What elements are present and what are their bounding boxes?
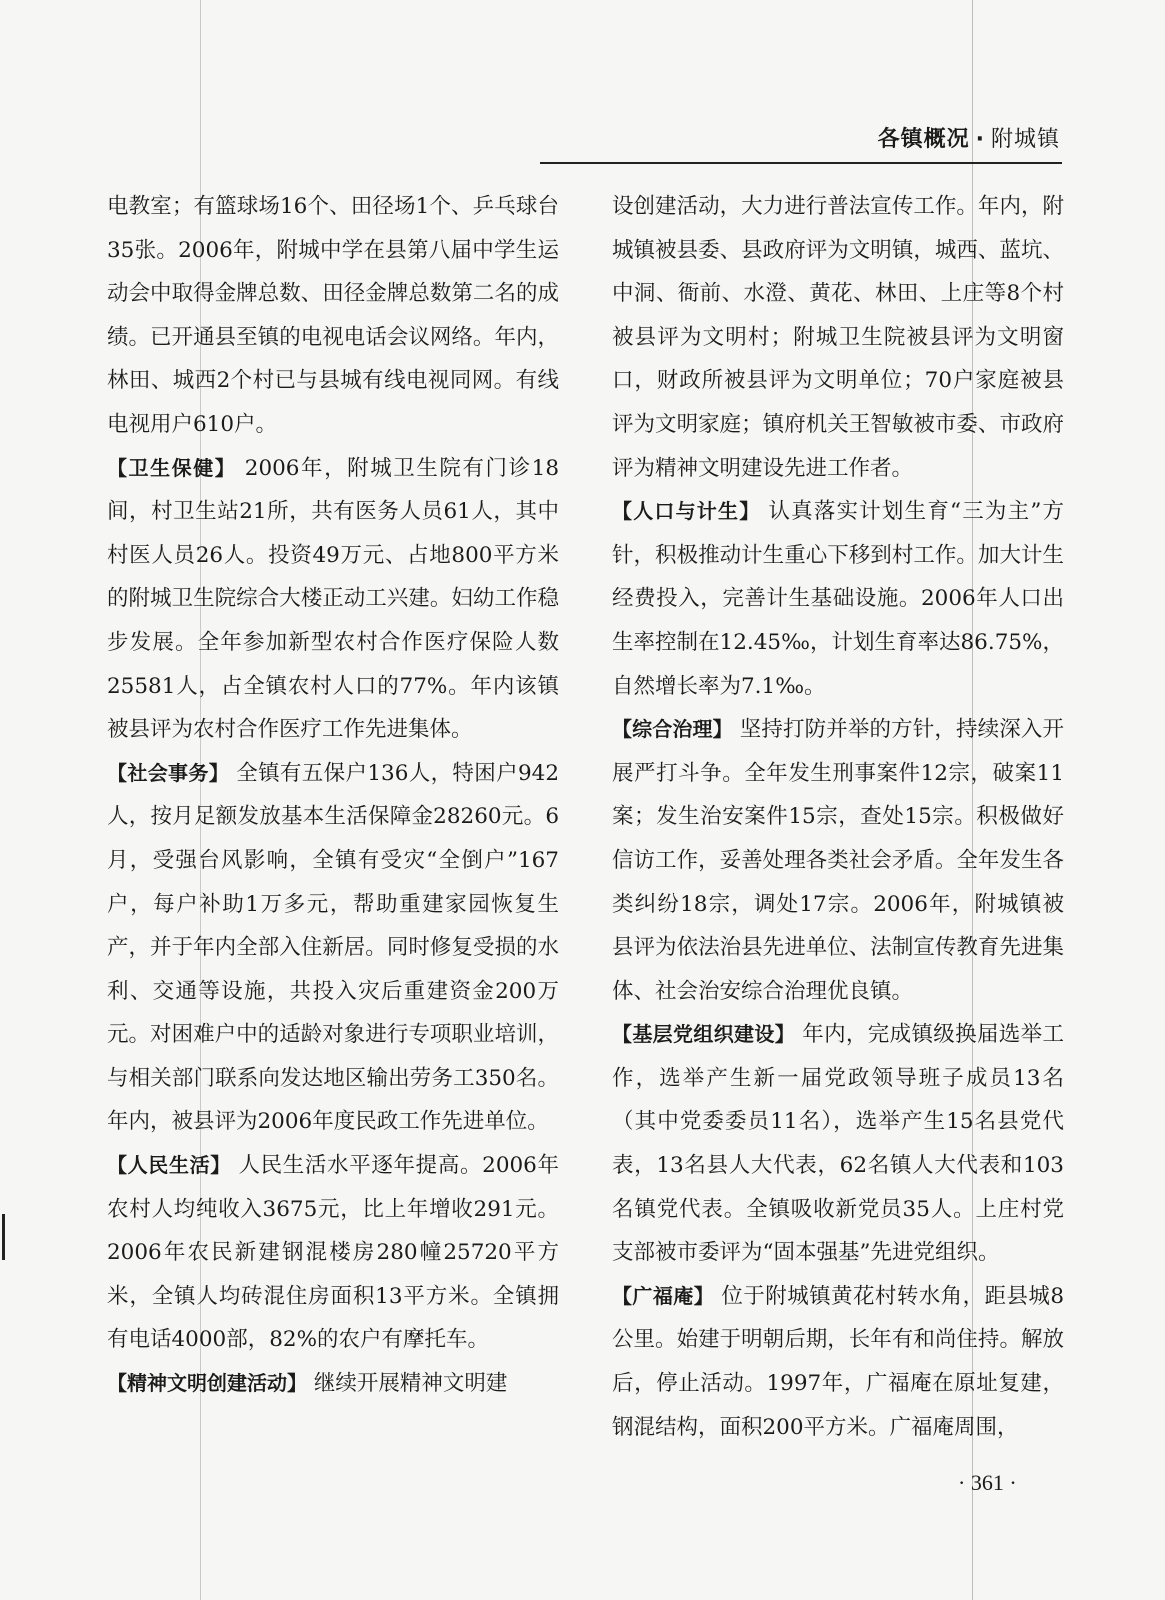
paragraph-text: 坚持打防并举的方针，持续深入开展严打斗争。全年发生刑事案件12宗，破案11案；发生治安案件15宗，查处15宗。积极做好信访工作，妥善处理各类社会矛盾。全年发生各类纠纷18宗，调处17宗。2006年，附城镇被县评为依法治县先进单位、法制宣传教育先进集体、社会治安综合治理优良镇。 xyxy=(612,717,1064,1004)
paragraph xyxy=(107,1144,559,1362)
paragraph-text: 电教室；有篮球场16个、田径场1个、乒乓球台35张。2006年，附城中学在县第八届中学生运动会中取得金牌总数、田径金牌总数第二名的成绩。已开通县至镇的电视电话会议网络。年内，林田、城西2个村已与县城有线电视同网。有线电视用户610户。 xyxy=(107,194,559,437)
paragraph-text: 全镇有五保户136人，特困户942人，按月足额发放基本生活保障金28260元。6月，受强台风影响，全镇有受灾“全倒户”167户，每户补助1万多元，帮助重建家园恢复生产，并于年内全部入住新居。同时修复受损的水利、交通等设施，共投入灾后重建资金200万元。对困难户中的适龄对象进行专项职业培训，与相关部门联系向发达地区输出劳务工350名。年内，被县评为2006年度民政工作先进单位。 xyxy=(107,760,559,1135)
paragraph xyxy=(107,1362,559,1406)
paragraph xyxy=(107,447,559,752)
running-head-section: 各镇概况 xyxy=(877,127,970,152)
paragraph xyxy=(107,185,559,447)
running-head-town: 附城镇 xyxy=(990,127,1060,152)
right-column xyxy=(612,185,1064,1449)
paragraph-text: 年内，完成镇级换届选举工作，选举产生新一届党政领导班子成员13名（其中党委委员11名），选举产生15名县党代表，13名县人大代表，62名镇人大代表和103名镇党代表。全镇吸收新党员35人。上庄村党支部被市委评为“固本强基”先进党组织。 xyxy=(612,1022,1064,1266)
paragraph xyxy=(612,708,1064,1013)
paragraph xyxy=(612,1275,1064,1449)
paragraph xyxy=(107,752,559,1144)
section-heading: 【广福庵】 xyxy=(612,1283,715,1308)
running-head-separator: · xyxy=(975,127,985,152)
section-heading: 【社会事务】 xyxy=(107,760,230,785)
section-heading: 【人民生活】 xyxy=(107,1153,231,1178)
paragraph xyxy=(612,185,1064,490)
paragraph-text: 人民生活水平逐年提高。2006年农村人均纯收入3675元，比上年增收291元。2006年农民新建钢混楼房280幢25720平方米，全镇人均砖混住房面积13平方米。全镇拥有电话4000部，82%的农户有摩托车。 xyxy=(107,1153,560,1353)
page-number: · 361 · xyxy=(958,1470,1017,1495)
paragraph-text: 位于附城镇黄花村转水角，距县城8公里。始建于明朝后期，长年有和尚住持。解放后，停止活动。1997年，广福庵在原址复建，钢混结构，面积200平方米。广福庵周围， xyxy=(612,1283,1064,1440)
section-heading: 【卫生保健】 xyxy=(107,455,237,480)
paragraph-text: 继续开展精神文明建 xyxy=(313,1371,508,1397)
section-heading: 【人口与计生】 xyxy=(612,499,761,524)
paragraph-text: 2006年，附城卫生院有门诊18间，村卫生站21所，共有医务人员61人，其中村医人员26人。投资49万元、占地800平方米的附城卫生院综合大楼正动工兴建。妇幼工作稳步发展。全年参加新型农村合作医疗保险人数25581人，占全镇农村人口的77%。年内该镇被县评为农村合作医疗工作先进集体。 xyxy=(107,455,559,743)
scan-edge-mark xyxy=(2,1214,5,1260)
section-heading: 【综合治理】 xyxy=(612,717,733,742)
paragraph-text: 认真落实计划生育“三为主”方针，积极推动计生重心下移到村工作。加大计生经费投入，完善计生基础设施。2006年人口出生率控制在12.45‰，计划生育率达86.75%，自然增长率为7.1‰。 xyxy=(612,499,1065,699)
header-rule xyxy=(540,162,1062,164)
left-column xyxy=(107,185,559,1406)
section-heading: 【基层党组织建设】 xyxy=(612,1022,796,1047)
section-heading: 【精神文明创建活动】 xyxy=(107,1371,307,1396)
paragraph xyxy=(612,1013,1064,1275)
paragraph-text: 设创建活动，大力进行普法宣传工作。年内，附城镇被县委、县政府评为文明镇，城西、蓝坑、中洞、衙前、水澄、黄花、林田、上庄等8个村被县评为文明村；附城卫生院被县评为文明窗口，财政所被县评为文明单位；70户家庭被县评为文明家庭；镇府机关王智敏被市委、市政府评为精神文明建设先进工作者。 xyxy=(612,194,1064,481)
running-head xyxy=(540,122,1060,153)
paragraph xyxy=(612,490,1064,708)
